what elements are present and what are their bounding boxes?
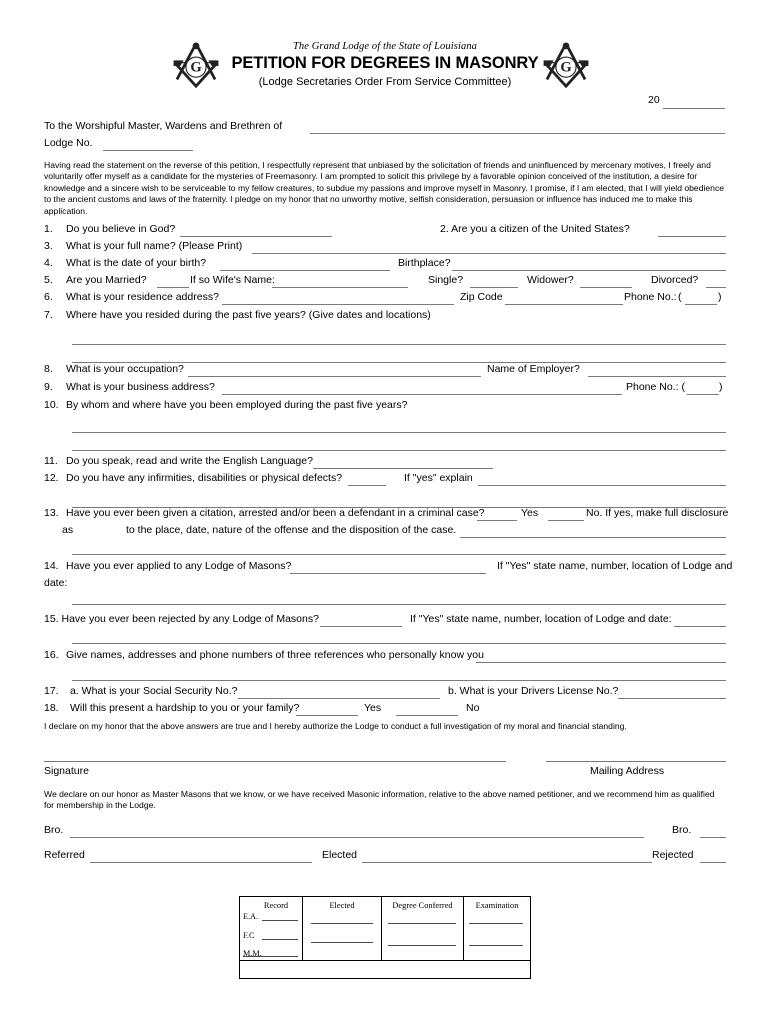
referred-label: Referred [44,849,85,861]
elected-blank-1[interactable] [311,923,373,924]
q10-label: By whom and where have you been employed during the past five years? [66,399,408,411]
elected-line[interactable] [362,862,652,863]
q8-label: What is your occupation? [66,363,184,375]
q18-number: 18. [44,702,59,714]
q8-employer-line[interactable] [588,376,726,377]
q15-answer-line[interactable] [320,626,402,627]
q6-phone-paren-open: ( [678,291,682,303]
q10-answer-line-1[interactable] [72,432,726,433]
q11-answer-line[interactable] [313,468,493,469]
q6-phone-paren-close: ) [718,291,722,303]
bro-right-label: Bro. [672,824,692,836]
q5-single-line[interactable] [470,287,518,288]
q6-zip-line[interactable] [505,304,623,305]
q12-explain-label: If "yes" explain [404,472,473,484]
q2-label: 2. Are you a citizen of the United States? [440,223,630,235]
bro-left-label: Bro. [44,824,64,836]
q12-number: 12. [44,472,59,484]
q5-widower-line[interactable] [580,287,632,288]
q3-answer-line[interactable] [252,253,726,254]
q13-as-label: as [62,524,74,536]
rejected-line[interactable] [700,862,726,863]
svg-text:G: G [190,59,202,76]
q14-date-label: date: [44,577,68,589]
q1-answer-line[interactable] [180,236,332,237]
record-table-footer-row [240,960,530,978]
examination-column [464,897,530,960]
q4-label: What is the date of your birth? [66,257,207,269]
q7-answer-line-1[interactable] [72,344,726,345]
record-column-header: Record [263,901,289,910]
year-prefix-label: 20 [648,94,660,106]
q14-answer-line[interactable] [290,573,486,574]
q1-number: 1. [44,223,53,235]
salutation-line2: Lodge No. [44,137,93,149]
q6-area-code-line[interactable] [685,304,717,305]
rejected-label: Rejected [652,849,694,861]
bro-right-line[interactable] [700,837,726,838]
q6-label: What is your residence address? [66,291,219,303]
examination-blank-1[interactable] [469,923,523,924]
bro-left-line[interactable] [70,837,644,838]
mailing-address-label: Mailing Address [590,765,665,777]
q4-birthplace-line[interactable] [452,270,726,271]
q11-number: 11. [44,455,58,467]
q16-label: Give names, addresses and phone numbers of three references who personally know you [66,649,484,661]
mailing-address-line[interactable] [546,761,726,762]
q3-number: 3. [44,240,53,252]
record-column [240,897,303,960]
mm-record-blank[interactable] [243,956,298,957]
q14-tail-label: If "Yes" state name, number, location of Lodge and [497,560,733,572]
q13-yes-line[interactable] [477,520,517,521]
q4-birthplace-label: Birthplace? [398,257,451,269]
ea-record-blank[interactable] [262,920,298,921]
q13-no-label: No. If yes, make full disclosure [586,507,729,519]
elected-column [303,897,382,960]
q13-number: 13. [44,507,59,519]
table-row [240,897,530,960]
degree-blank-2[interactable] [388,945,456,946]
elected-column-header: Elected [329,901,355,910]
salutation-line1: To the Worshipful Master, Wardens and Brethren of [44,120,283,132]
q17b-answer-line[interactable] [618,698,726,699]
page-title: PETITION FOR DEGREES IN MASONRY [231,54,539,72]
q5-married-line[interactable] [157,287,189,288]
q5-wife-label: If so Wife's Name: [190,274,275,286]
statement-paragraph: Having read the statement on the reverse of this petition, I respectfully represent that unbiased by the solicitation of friends and uninfluenced by mercenary motives, I freely and voluntarily offer myself as a candidate for the mysteries of Freemasonry. I am prompted to solicit this privilege by a favorable opinion conceived of the institution, a desire for knowledge and a sincere wish to be serviceable to my fellow creatures, to subdue my passions and improve myself in Masonry. I promise, if I am elected, that I will yield obedience to the ancient customs and laws of the fraternity. I pledge on my honor that no unworthy motive, selfish consideration, persuasion or influence has induced me to make this application. [44,160,725,216]
q16-answer-line[interactable] [476,662,726,663]
q2-answer-line[interactable] [658,236,726,237]
q14-date-line[interactable] [72,604,726,605]
grand-lodge-line: The Grand Lodge of the State of Louisiana [292,41,478,52]
q17a-label: a. What is your Social Security No.? [70,685,238,697]
q12-label: Do you have any infirmities, disabilities or physical defects? [66,472,343,484]
q13-yes-label: Yes [521,507,539,519]
examination-blank-2[interactable] [469,945,523,946]
q11-label: Do you speak, read and write the English Language? [66,455,313,467]
lodge-name-blank-line[interactable] [310,133,725,134]
q8-occupation-line[interactable] [188,376,481,377]
q6-address-line[interactable] [222,304,454,305]
signature-line[interactable] [44,761,506,762]
q3-label: What is your full name? (Please Print) [66,240,243,252]
q9-area-code-line[interactable] [687,394,719,395]
q16-extra-line[interactable] [72,680,726,681]
degree-blank-1[interactable] [388,923,456,924]
elected-label: Elected [322,849,358,861]
q18-yes-label: Yes [364,702,382,714]
row-label-mm: M.M. [243,949,262,958]
q15-label: 15. Have you ever been rejected by any Lodge of Masons? [44,613,319,625]
q8-number: 8. [44,363,53,375]
q18-label: Will this present a hardship to you or your family? [70,702,300,714]
q13-continuation-label: to the place, date, nature of the offense and the disposition of the case. [126,524,457,536]
q13-disclosure-line[interactable] [460,537,726,538]
q15-detail-line[interactable] [674,626,726,627]
degree-conferred-column [382,897,464,960]
q18-no-label: No [466,702,480,714]
referred-line[interactable] [90,862,312,863]
lodge-no-blank-line[interactable] [103,150,193,151]
q10-number: 10. [44,399,59,411]
q9-phone-label: Phone No.: ( [626,381,685,393]
q6-zip-label: Zip Code [460,291,503,303]
signature-label: Signature [44,765,89,777]
q8-employer-label: Name of Employer? [487,363,580,375]
recommendation-text: We declare on our honor as Master Masons that we know, or we have received Masonic information, relative to the above named petitioner, and we recommend him as qualified for membership in the Lodge. [44,789,715,811]
q5-single-label: Single? [428,274,464,286]
fc-record-blank[interactable] [262,939,298,940]
q12-answer-line[interactable] [348,485,386,486]
q13-label: Have you ever been given a citation, arrested and/or been a defendant in a criminal case? [66,507,485,519]
q5-wife-name-line[interactable] [272,287,408,288]
q5-divorced-line[interactable] [706,287,726,288]
q13-no-line[interactable] [548,520,584,521]
degree-conferred-column-header: Degree Conferred [392,901,453,910]
header-subtitle: (Lodge Secretaries Order From Service Committee) [258,76,512,88]
q5-divorced-label: Divorced? [651,274,699,286]
title-block [215,40,555,90]
q4-number: 4. [44,257,53,269]
q4-birthdate-line[interactable] [220,270,390,271]
q5-label: Are you Married? [66,274,147,286]
q14-number: 14. [44,560,59,572]
elected-blank-2[interactable] [311,942,373,943]
document-header [0,18,770,86]
q6-phone-label: Phone No.: [624,291,677,303]
row-label-fc: F.C [243,931,255,940]
q1-label: Do you believe in God? [66,223,176,235]
q17a-answer-line[interactable] [238,698,440,699]
q9-label: What is your business address? [66,381,215,393]
q14-label: Have you ever applied to any Lodge of Masons? [66,560,292,572]
q18-no-line[interactable] [396,715,458,716]
q9-address-line[interactable] [222,394,622,395]
q7-number: 7. [44,309,53,321]
q5-widower-label: Widower? [527,274,574,286]
q7-label: Where have you resided during the past five years? (Give dates and locations) [66,309,431,321]
record-table [239,896,531,979]
q12-explain-line[interactable] [478,485,726,486]
q17-number: 17. [44,685,59,697]
q15-tail-label: If "Yes" state name, number, location of Lodge and date: [410,613,672,625]
row-label-ea: E.A. [243,912,259,921]
q18-yes-line[interactable] [296,715,358,716]
q15-extra-line[interactable] [72,643,726,644]
examination-column-header: Examination [475,901,519,910]
q9-number: 9. [44,381,53,393]
q16-number: 16. [44,649,59,661]
declaration-text: I declare on my honor that the above answers are true and I hereby authorize the Lodge to conduct a full investigation of my moral and financial standing. [44,721,627,731]
q6-number: 6. [44,291,53,303]
year-blank-line[interactable] [663,108,725,109]
q5-number: 5. [44,274,53,286]
svg-text:G: G [560,59,572,76]
q9-phone-paren-close: ) [719,381,723,393]
q17b-label: b. What is your Drivers License No.? [448,685,619,697]
q13-extra-line[interactable] [72,554,726,555]
q10-answer-line-2[interactable] [72,450,726,451]
masonic-square-compasses-emblem [538,38,594,94]
